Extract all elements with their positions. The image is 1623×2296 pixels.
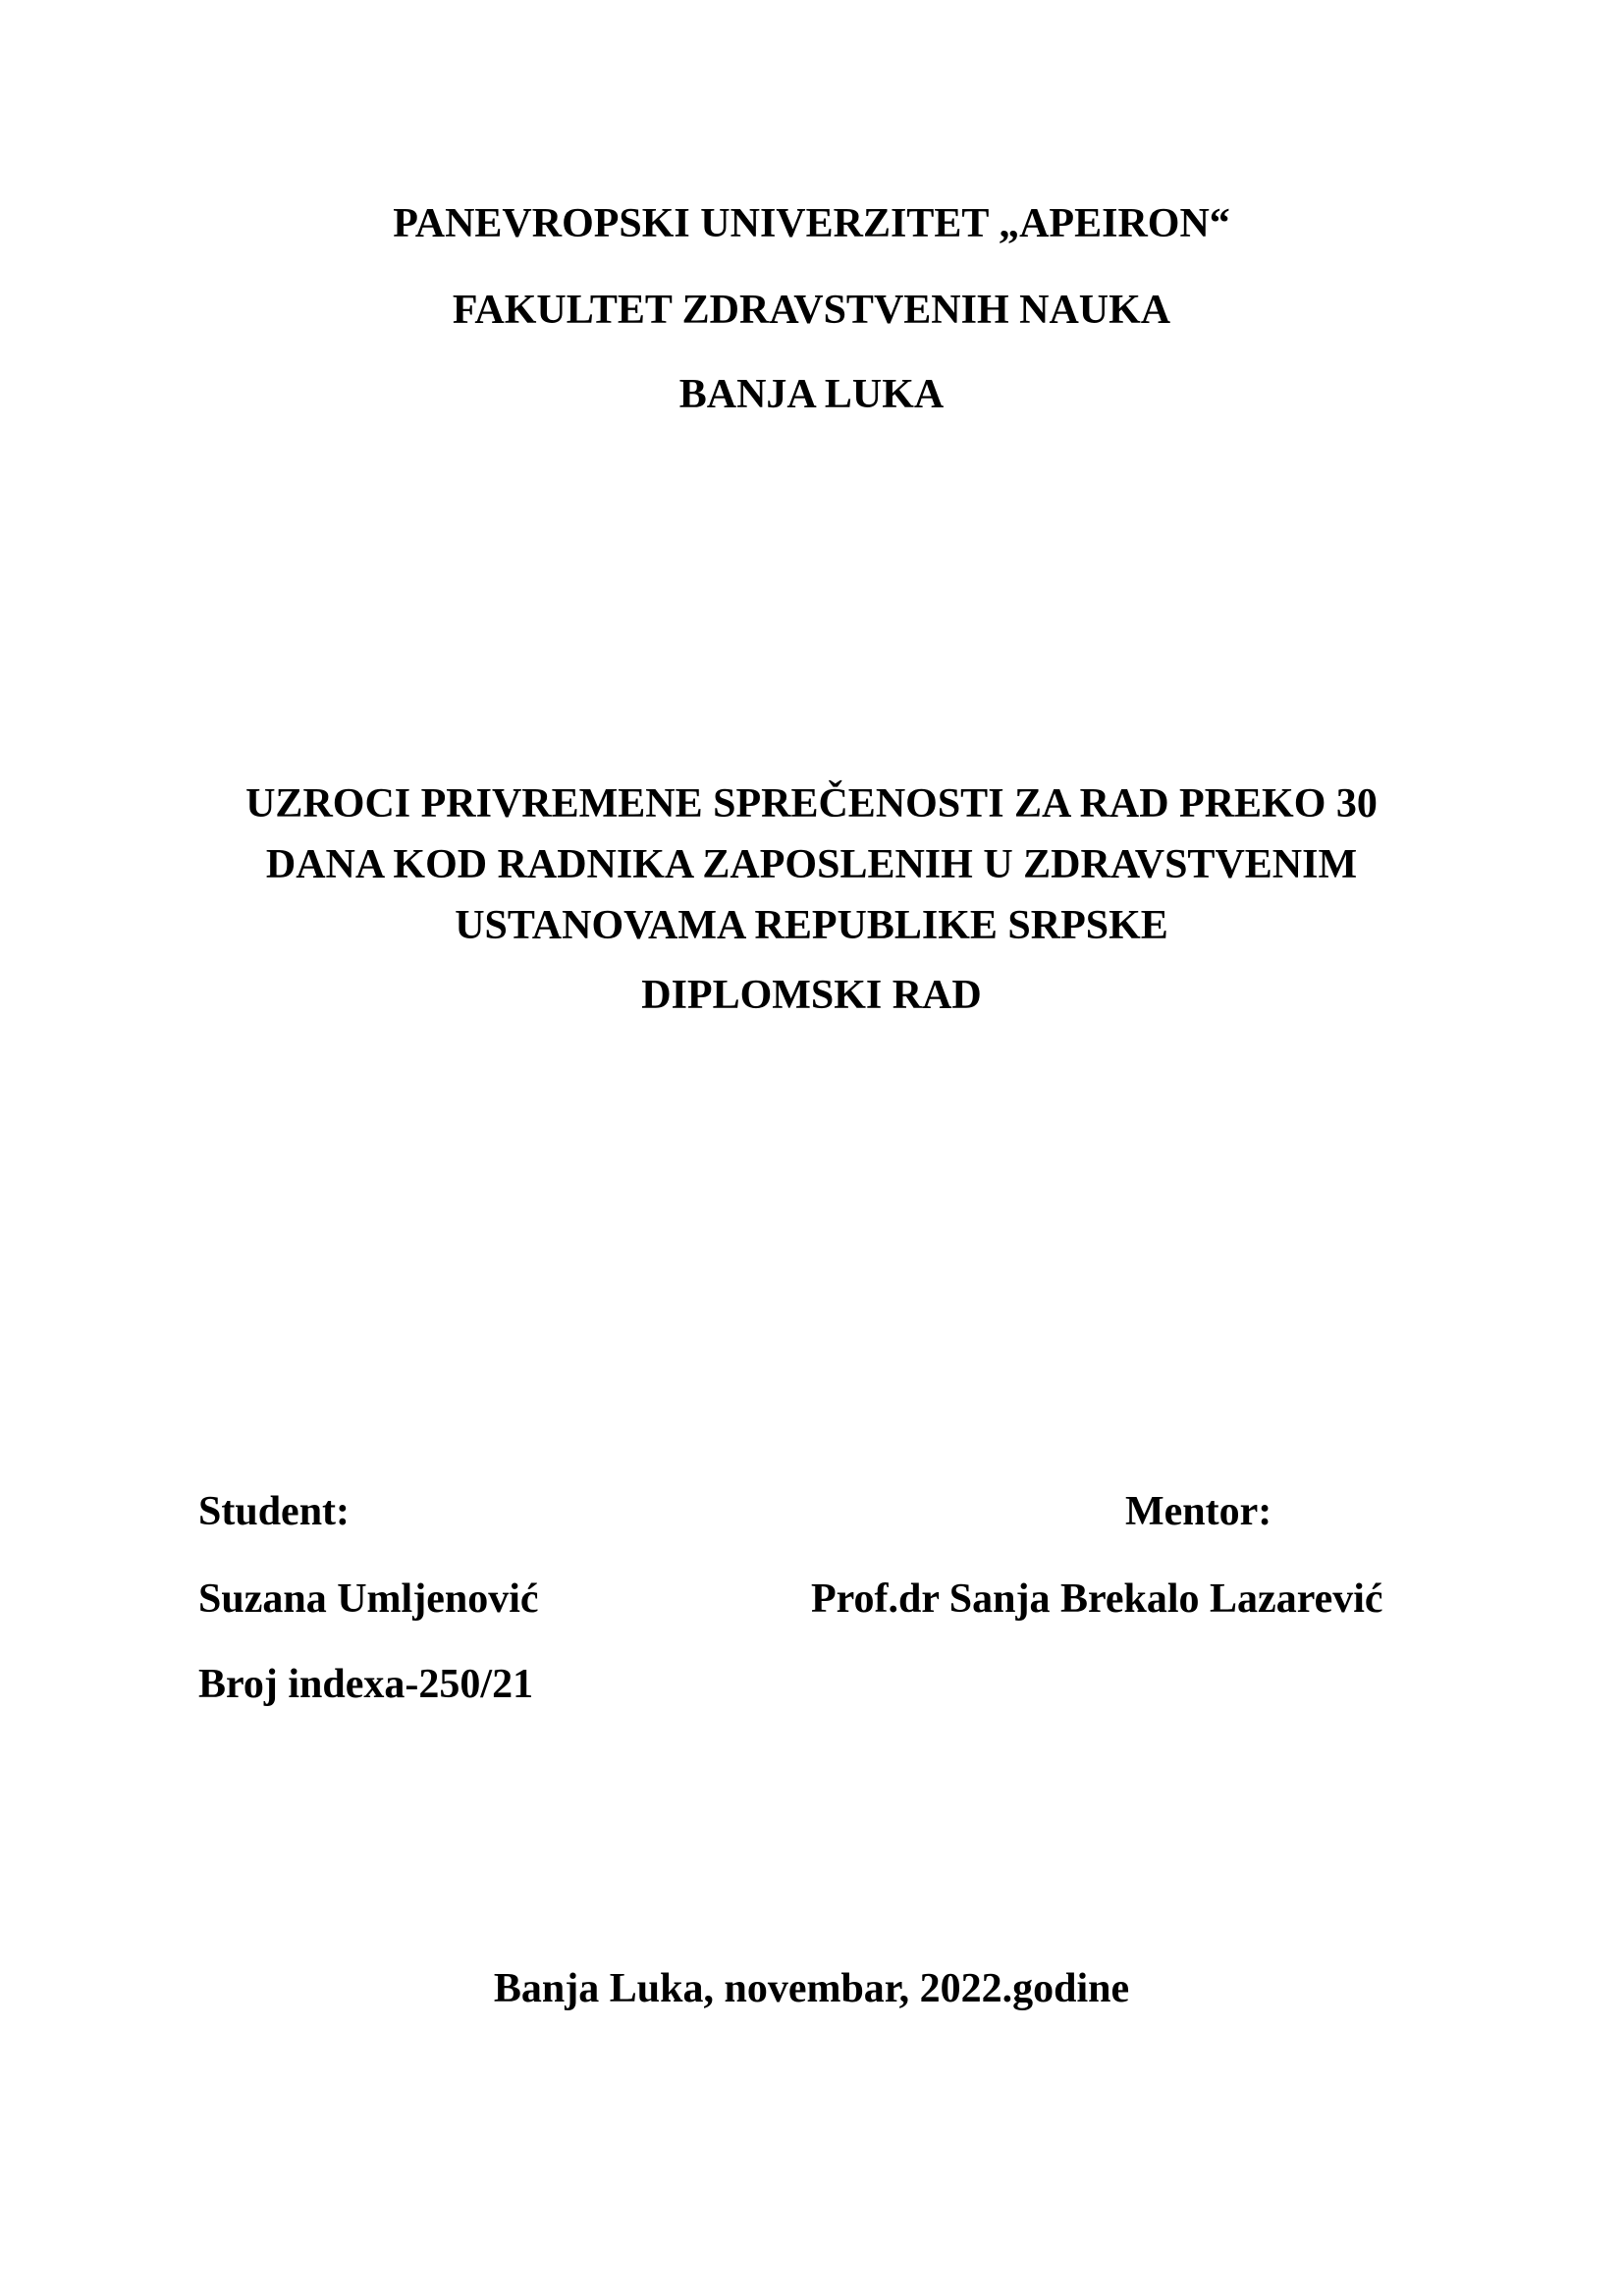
mentor-name: Prof.dr Sanja Brekalo Lazarević bbox=[811, 1576, 1383, 1622]
university-name: PANEVROPSKI UNIVERZITET „APEIRON“ bbox=[393, 201, 1230, 246]
thesis-type: DIPLOMSKI RAD bbox=[641, 973, 982, 1018]
faculty-name: FAKULTET ZDRAVSTVENIH NAUKA bbox=[452, 288, 1171, 333]
mentor-label: Mentor: bbox=[1125, 1489, 1272, 1534]
thesis-title-line: DANA KOD RADNIKA ZAPOSLENIH U ZDRAVSTVENIM bbox=[265, 842, 1358, 887]
city-name: BANJA LUKA bbox=[678, 372, 945, 417]
thesis-title-line: UZROCI PRIVREMENE SPREČENOSTI ZA RAD PREKO 30 bbox=[245, 781, 1378, 827]
thesis-title-line: USTANOVAMA REPUBLIKE SRPSKE bbox=[455, 903, 1168, 948]
student-index: Broj indexa-250/21 bbox=[198, 1662, 534, 1707]
place-and-date: Banja Luka, novembar, 2022.godine bbox=[493, 1966, 1130, 2011]
student-label: Student: bbox=[198, 1489, 351, 1534]
thesis-title bbox=[0, 774, 1623, 956]
student-name: Suzana Umljenović bbox=[198, 1576, 539, 1622]
